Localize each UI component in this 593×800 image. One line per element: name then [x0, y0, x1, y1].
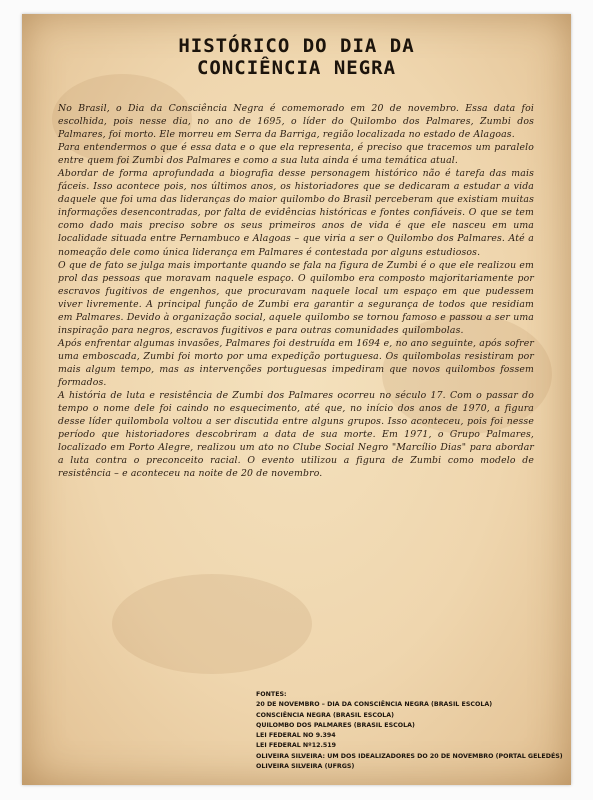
source-item: OLIVEIRA SILVEIRA (UFRGS) — [256, 763, 355, 771]
sources-heading: FONTES: — [256, 691, 287, 698]
parchment-page — [22, 14, 571, 785]
paper-stain — [112, 574, 312, 674]
source-item: LEI FEDERAL NO 9.394 — [256, 732, 336, 740]
paragraph-1: No Brasil, o Dia da Consciência Negra é comemorado em 20 de novembro. Essa data foi escolhida, pois nesse dia, no ano de 1695, o líder do Quilombo dos Palmares, Zumbi dos Palmares, foi morto. Ele morreu em Serra da Barriga, região localizada no estado de Alagoas. — [58, 103, 534, 141]
paragraph-6: A história de luta e resistência de Zumbi dos Palmares ocorreu no século 17. Com o passar do tempo o nome dele foi caindo no esquecimento, até que, no início dos anos de 1970, a figura desse líder quilombola voltou a ser discutida entre alguns grupos. Isso aconteceu, pois foi nesse período que historiadores descobriram a data de sua morte. Em 1971, o Grupo Palmares, localizado em Porto Alegre, realizou um ato no Clube Social Negro "Marcílio Dias" para abordar a luta contra o preconceito racial. O evento utilizou a figura de Zumbi como modelo de resistência – e aconteceu na noite de 20 de novembro. — [58, 390, 534, 480]
page-title — [22, 35, 571, 79]
source-item: 20 DE NOVEMBRO – DIA DA CONSCIÊNCIA NEGRA (BRASIL ESCOLA) — [256, 701, 493, 709]
paragraph-2: Para entendermos o que é essa data e o que ela representa, é preciso que tracemos um paralelo entre quem foi Zumbi dos Palmares e como a sua luta ainda é uma temática atual. — [58, 142, 534, 167]
source-item: OLIVEIRA SILVEIRA: UM DOS IDEALIZADORES DO 20 DE NOVEMBRO (PORTAL GELEDÉS) — [256, 752, 563, 760]
source-item: LEI FEDERAL Nº12.519 — [256, 742, 337, 750]
paragraph-3: Abordar de forma aprofundada a biografia desse personagem histórico não é tarefa das mais fáceis. Isso acontece pois, nos últimos anos, os historiadores que se dedicaram a estudar a vida daquele que foi uma das lideranças do maior quilombo do Brasil perceberam que existiam muitas informações desencontradas, por falta de evidências históricas e fontes confiáveis. O que se tem como dado mais preciso sobre os seus primeiros anos de vida é que ele nasceu em uma localidade situada entre Pernambuco e Alagoas – que viria a ser o Quilombo dos Palmares. Até a nomeação dele como única liderança em Palmares é contestada por alguns estudiosos. — [58, 168, 534, 258]
title-line-2: CONCIÊNCIA NEGRA — [196, 57, 397, 79]
paragraph-4: O que de fato se julga mais importante quando se fala na figura de Zumbi é o que ele realizou em prol das pessoas que moravam naquele espaço. O quilombo era composto majoritariamente por escravos fugitivos de engenhos, que procuravam naquele local um espaço em que pudessem viver livremente. A principal função de Zumbi era garantir a segurança de todos que residiam em Palmares. Devido à organização social, aquele quilombo se tornou famoso e passou a ser uma inspiração para negros, escravos fugitivos e para outras comunidades quilombolas. — [58, 259, 534, 336]
source-item: QUILOMBO DOS PALMARES (BRASIL ESCOLA) — [256, 721, 415, 729]
sources-list — [256, 690, 576, 772]
article-body — [58, 102, 534, 480]
title-line-1: HISTÓRICO DO DIA DA — [178, 35, 415, 57]
source-item: CONSCIÊNCIA NEGRA (BRASIL ESCOLA) — [256, 711, 395, 719]
paragraph-5: Após enfrentar algumas invasões, Palmares foi destruída em 1694 e, no ano seguinte, após sofrer uma emboscada, Zumbi foi morto por uma expedição portuguesa. Os quilombolas resistiram por mais algum tempo, mas as intervenções portuguesas impediram que novos quilombos fossem formados. — [58, 337, 534, 388]
